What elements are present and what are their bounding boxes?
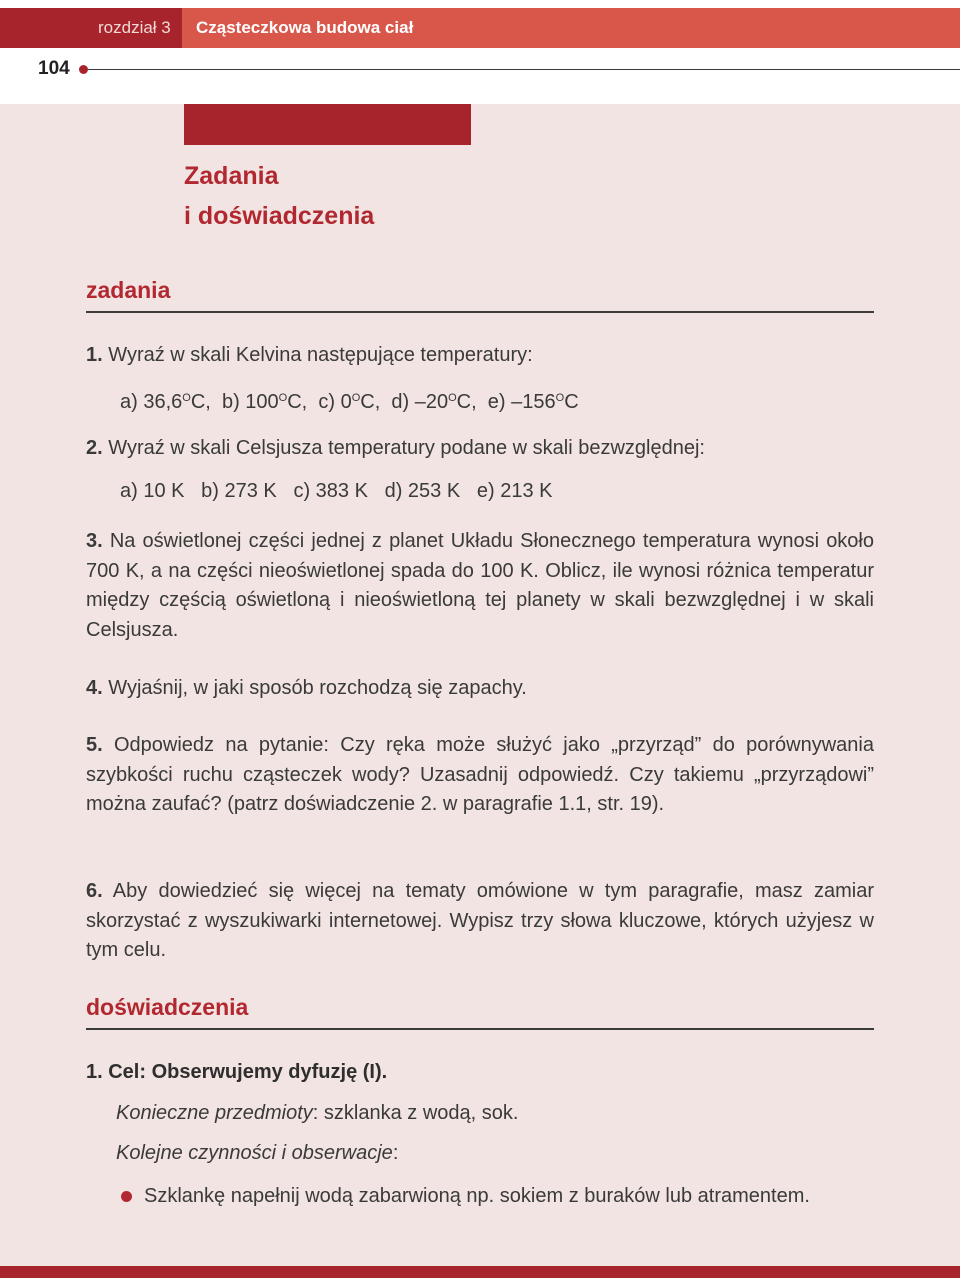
task-3 — [86, 527, 874, 645]
page-number-dot — [79, 65, 88, 74]
option: c) $0^OC$, — [318, 391, 381, 413]
task-text: Wyraź w skali Kelvina następujące temperatury: — [102, 344, 533, 366]
option: e) 213 K — [476, 480, 553, 502]
option: a) $36,6^OC$, — [120, 391, 211, 413]
header-rule — [88, 69, 960, 70]
task-5 — [86, 731, 874, 820]
experiment-1-items — [116, 1102, 518, 1125]
task-1-options — [120, 384, 579, 417]
task-text: Na oświetlonej części jednej z planet Układu Słonecznego temperatura wynosi około 700 K, a na części nieoświetlonej spada do 100 K. Oblicz, ile wynosi różnica temperatur między częścią oświetloną i nieoświetloną tej planety w skali bezwzględnej i w skali Celsjusza. — [86, 530, 874, 641]
bullet-icon — [121, 1191, 132, 1202]
steps-label: Kolejne czynności i obserwacje — [116, 1142, 393, 1164]
option: c) 383 K — [293, 480, 368, 502]
task-2-options — [120, 477, 552, 506]
items-label: Konieczne przedmioty — [116, 1102, 313, 1124]
chapter-title: Cząsteczkowa budowa ciał — [182, 8, 960, 48]
option: a) 10 K — [120, 480, 185, 502]
task-text: Odpowiedz na pytanie: Czy ręka może służyć jako „przyrząd” do porównywania szybkości ruchu cząsteczek wody? Uzasadnij odpowiedź. Czy takiemu „przyrządowi” można zaufać? (patrz doświadczenie 2. w paragrafie 1.1, str. 19). — [86, 734, 874, 815]
zadania-heading: zadania — [86, 277, 171, 303]
task-6 — [86, 877, 874, 966]
zadania-rule — [86, 311, 874, 313]
items-text: : szklanka z wodą, sok. — [312, 1102, 519, 1124]
task-number: 4. — [86, 677, 103, 699]
task-number: 5. — [86, 734, 103, 756]
option: b) $100^OC$, — [221, 391, 308, 413]
task-text: Wyjaśnij, w jaki sposób rozchodzą się zapachy. — [102, 677, 527, 699]
page-number: 104 — [38, 58, 70, 79]
option: b) 273 K — [201, 480, 277, 502]
experiment-1-title: 1. Cel: Obserwujemy dyfuzję (I). — [86, 1061, 388, 1083]
task-text: Aby dowiedzieć się więcej na tematy omówione w tym paragrafie, masz zamiar skorzystać z wyszukiwarki internetowej. Wypisz trzy słowa kluczowe, których użyjesz w tym celu. — [86, 880, 874, 961]
task-number: 2. — [86, 437, 103, 459]
section-title-line2: i doświadczenia — [184, 202, 375, 230]
header-band — [0, 8, 960, 48]
steps-colon: : — [392, 1142, 399, 1164]
experiment-1-steps — [116, 1142, 398, 1165]
title-accent-bar — [184, 104, 471, 145]
task-number: 6. — [86, 880, 103, 902]
section-title-line1: Zadania — [184, 162, 279, 190]
doswiadczenia-rule — [86, 1028, 874, 1030]
doswiadczenia-heading: doświadczenia — [86, 994, 249, 1020]
option: e) $-156^OC$ — [487, 391, 579, 413]
experiment-1-step-1: Szklankę napełnij wodą zabarwioną np. sokiem z buraków lub atramentem. — [144, 1185, 810, 1207]
task-number: 3. — [86, 530, 103, 552]
task-4 — [86, 674, 874, 704]
section-title — [184, 156, 374, 236]
option: d) 253 K — [384, 480, 461, 502]
option: d) $-20^OC$, — [391, 391, 477, 413]
chapter-label: rozdział 3 — [0, 8, 182, 48]
bottom-bar — [0, 1266, 960, 1278]
task-number: 1. — [86, 344, 103, 366]
task-text: Wyraź w skali Celsjusza temperatury podane w skali bezwzględnej: — [102, 437, 705, 459]
task-1 — [86, 341, 874, 371]
task-2 — [86, 434, 874, 464]
